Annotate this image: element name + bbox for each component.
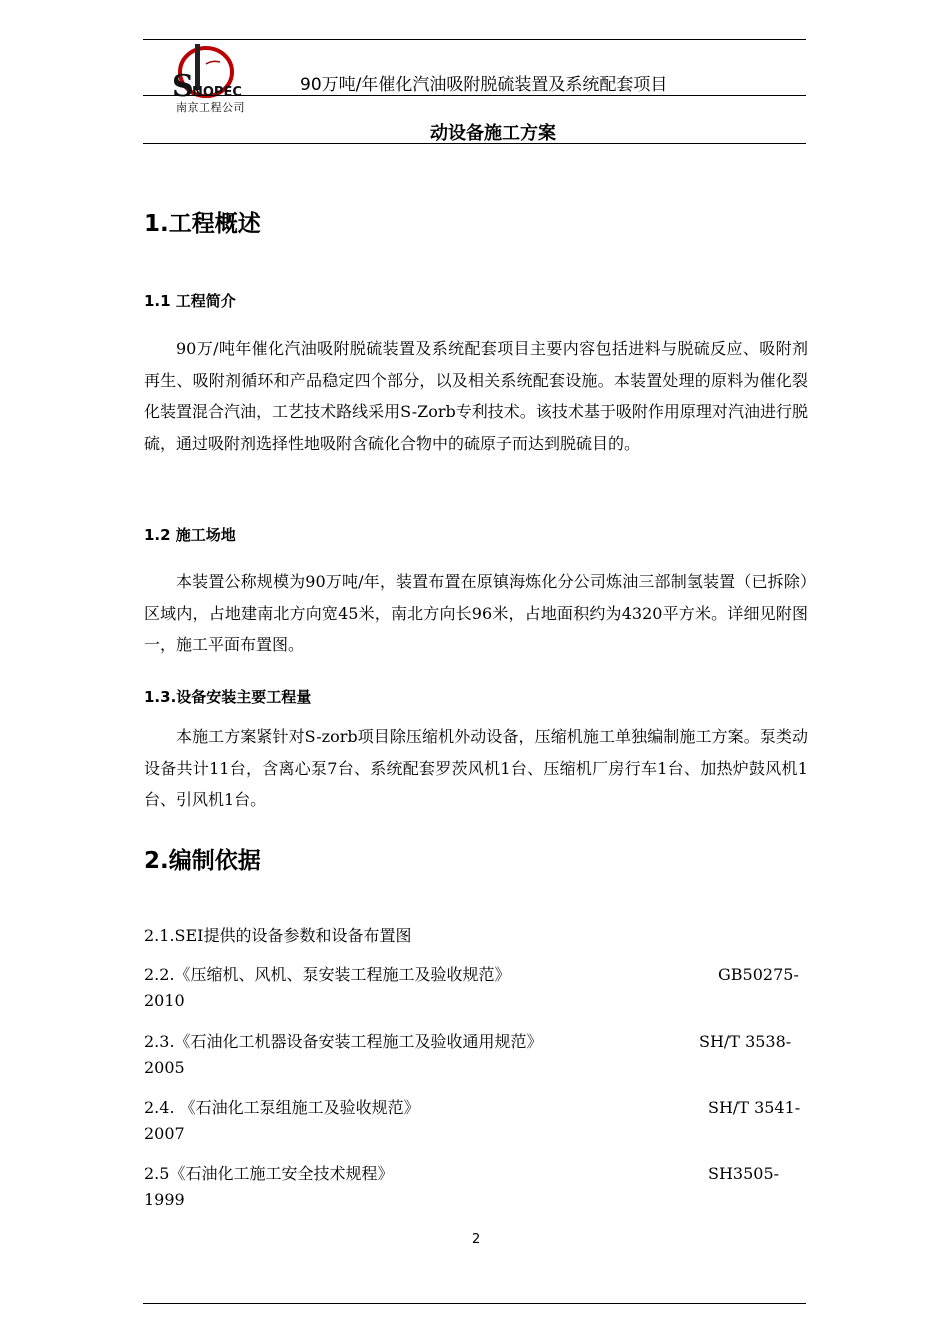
footer-rule [143,1303,806,1304]
reference-text: 2.2.《压缩机、风机、泵安装工程施工及验收规范》 [144,965,511,984]
header-top-rule [143,39,806,40]
reference-standard-code: SH/T 3541- [708,1098,801,1117]
section-1-2-heading: 1.2 施工场地 [144,526,236,544]
header-bottom-rule [143,143,806,144]
reference-item [144,1029,808,1081]
section-1-3-heading: 1.3.设备安装主要工程量 [144,688,312,706]
reference-text: 2.5《石油化工施工安全技术规程》 [144,1164,394,1183]
reference-standard-code: GB50275- [718,965,799,984]
reference-item [144,1161,808,1213]
svg-text:NOPEC: NOPEC [192,85,242,100]
reference-standard-year: 2010 [144,991,185,1010]
reference-text: 2.4. 《石油化工泵组施工及验收规范》 [144,1098,420,1117]
reference-standard-year: 2005 [144,1058,185,1077]
project-title: 90万吨/年催化汽油吸附脱硫装置及系统配套项目 [300,75,668,95]
section-2-heading: 2.编制依据 [144,848,261,874]
reference-text: 2.1.SEI提供的设备参数和设备布置图 [144,926,412,945]
reference-standard-year: 1999 [144,1190,185,1209]
reference-text: 2.3.《石油化工机器设备安装工程施工及验收通用规范》 [144,1032,543,1051]
section-1-3-paragraph: 本施工方案紧针对S-zorb项目除压缩机外动设备，压缩机施工单独编制施工方案。泵类动设备共计11台，含离心泵7台、系统配套罗茨风机1台、压缩机厂房行车1台、加热炉鼓风机1台、引风机1台。 [144,727,808,809]
reference-standard-code: SH/T 3538- [699,1032,792,1051]
reference-item [144,923,808,949]
header-mid-rule [143,95,806,96]
svg-text:S: S [172,69,194,104]
section-1-heading: 1.工程概述 [144,211,261,237]
page-number: 2 [472,1232,481,1247]
reference-item [144,962,808,1014]
section-1-2-paragraph: 本装置公称规模为90万吨/年，装置布置在原镇海炼化分公司炼油三部制氢装置（已拆除）区域内，占地建南北方向宽45米，南北方向长96米，占地面积约为4320平方米。详细见附图一，施工平面布置图。 [144,572,808,654]
reference-item [144,1095,808,1147]
section-1-1-paragraph: 90万/吨年催化汽油吸附脱硫装置及系统配套项目主要内容包括进料与脱硫反应、吸附剂再生、吸附剂循环和产品稳定四个部分，以及相关系统配套设施。本装置处理的原料为催化裂化装置混合汽油，工艺技术路线采用S-Zorb专利技术。该技术基于吸附作用原理对汽油进行脱硫，通过吸附剂选择性地吸附含硫化合物中的硫原子而达到脱硫目的。 [144,339,808,453]
document-title: 动设备施工方案 [430,123,556,144]
section-1-1-heading: 1.1 工程简介 [144,292,236,310]
logo-caption: 南京工程公司 [176,101,245,114]
reference-standard-code: SH3505- [708,1164,780,1183]
reference-standard-year: 2007 [144,1124,185,1143]
